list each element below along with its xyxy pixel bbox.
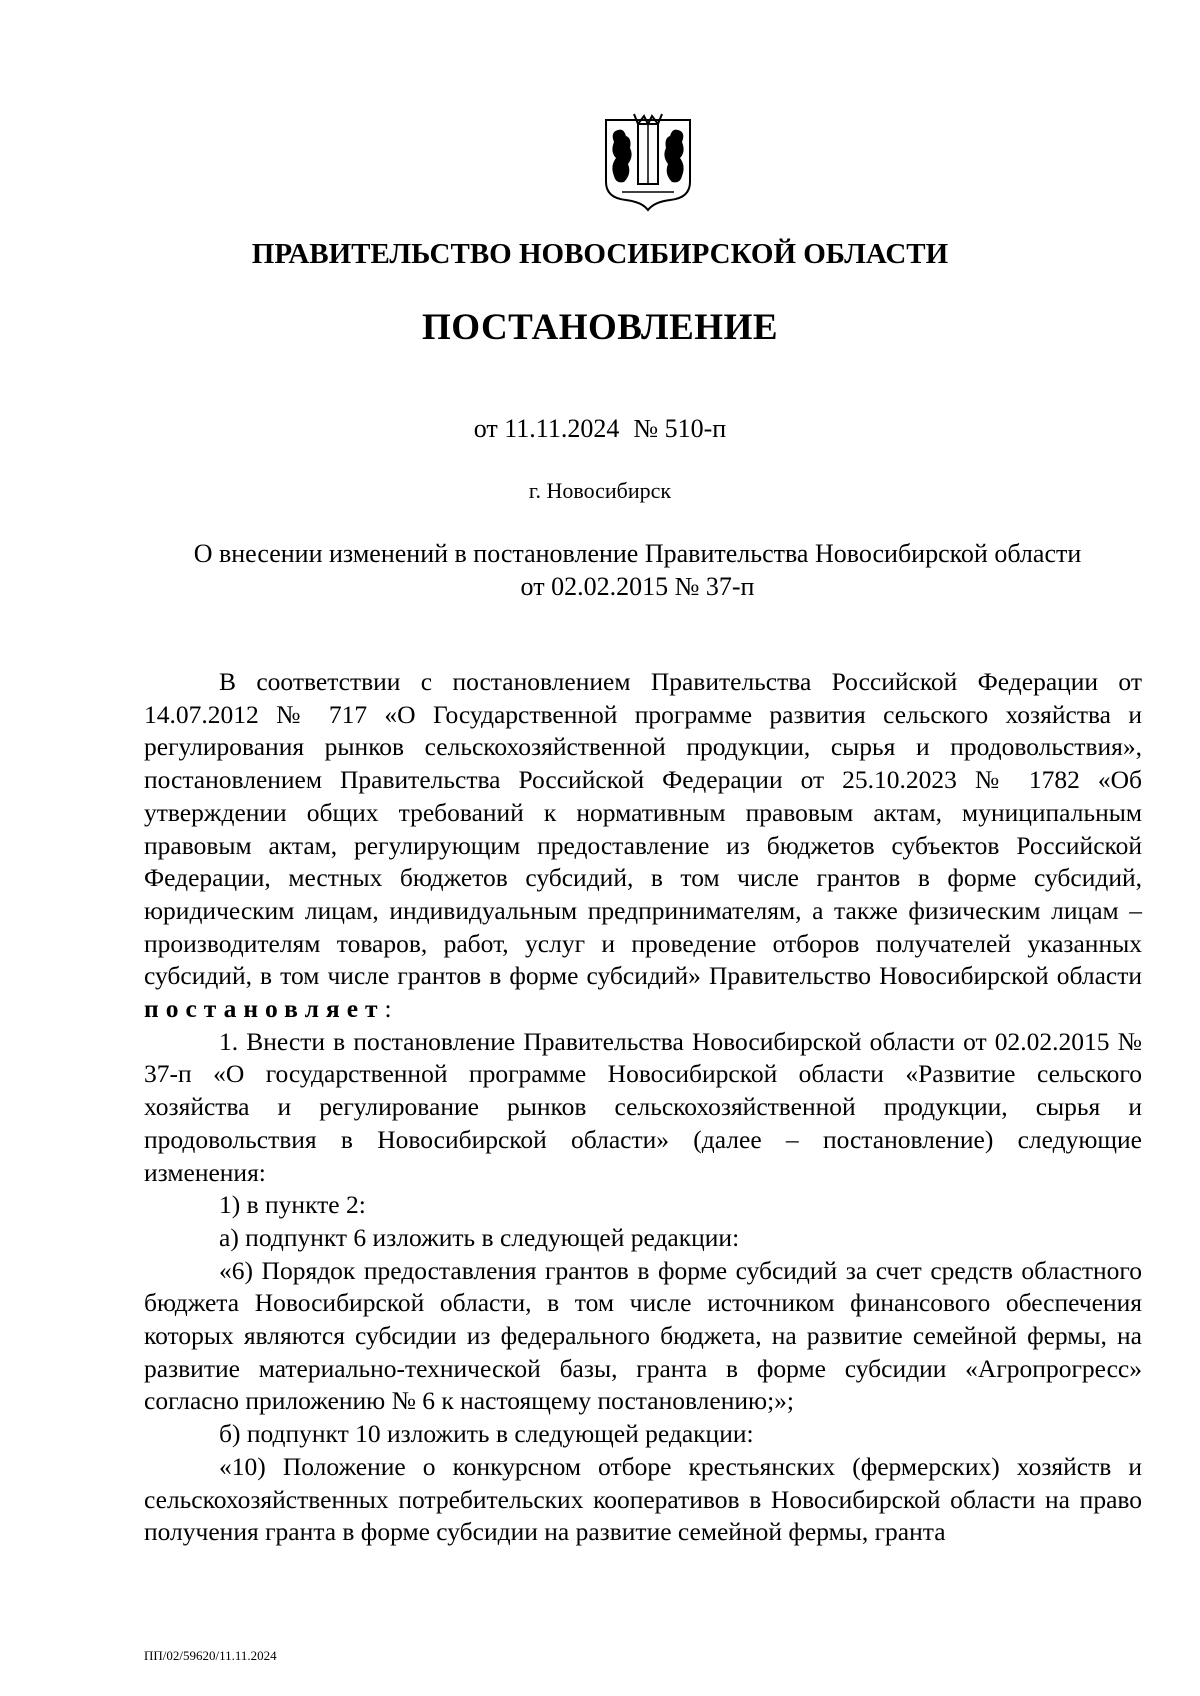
preamble-end: : [384, 994, 392, 1024]
document-city: г. Новосибирск [528, 478, 672, 503]
decree-word: постановляет [144, 994, 385, 1024]
paragraph-quote-6: «6) Порядок предоставления грантов в форме субсидий за счет средств областного бюджета Новосибирской области, в том числе источником финансового обеспечения которых являются субсидии из федерального бюджета, на развитие семейной фермы, на развитие материально-технической базы, гранта в форме субсидии «Агропрогресс» согласно приложению № 6 к настоящему постановлению;»; [144, 1255, 1142, 1416]
paragraph-quote-10: «10) Положение о конкурсном отборе крестьянских (фермерских) хозяйств и сельскохозяйственных потребительских кооперативов в Новосибирской области на право получения гранта в форме субсидии на развитие семейной фермы, гранта [144, 1451, 1142, 1547]
paragraph-item-1: 1. Внести в постановление Правительства Новосибирской области от 02.02.2015 № 37-п «О государственной программе Новосибирской области «Развитие сельского хозяйства и регулирование рынков сельскохозяйственной продукции, сырья и продовольствия в Новосибирской области» (далее – постановление) следующие изменения: [144, 1026, 1142, 1187]
paragraph-subitem-b: б) подпункт 10 изложить в следующей редакции: [219, 1419, 754, 1449]
subject-line-2: от 02.02.2015 № 37-п [520, 572, 755, 601]
document-type-title: ПОСТАНОВЛЕНИЕ [421, 307, 779, 348]
paragraph-subitem-1: 1) в пункте 2: [219, 1190, 366, 1220]
document-footer-code: ПП/02/59620/11.11.2024 [144, 1648, 277, 1663]
paragraph-subitem-a: а) подпункт 6 изложить в следующей редакции: [219, 1222, 740, 1252]
document-body [144, 666, 1142, 1549]
paragraph-preamble [144, 666, 1142, 1026]
subject-line-1: О внесении изменений в постановление Правительства Новосибирской области [193, 539, 1082, 568]
preamble-text: В соответствии с постановлением Правительства Российской Федерации от 14.07.2012 № 717 «О Государственной программе развития сельского хозяйства и регулирования рынков сельскохозяйственной продукции, сырья и продовольствия», постановлением Правительства Российской Федерации от 25.10.2023 № 1782 «Об утверждении общих требований к нормативным правовым актам, муниципальным правовым актам, регулирующим предоставление из бюджетов субъектов Российской Федерации, местных бюджетов субсидий, в том числе грантов в форме субсидий, юридическим лицам, индивидуальным предпринимателям, а также физическим лицам – производителям товаров, работ, услуг и проведение отборов получателей указанных субсидий, в том числе грантов в форме субсидий» Правительство Новосибирской области [144, 667, 1142, 991]
organization-title: ПРАВИТЕЛЬСТВО НОВОСИБИРСКОЙ ОБЛАСТИ [251, 238, 949, 270]
document-date-line [0, 414, 1200, 444]
document-date: от 11.11.2024 [473, 414, 620, 443]
document-subject [140, 537, 1135, 603]
document-number: № 510-п [633, 414, 727, 443]
novosibirsk-coat-of-arms-icon [600, 112, 696, 212]
